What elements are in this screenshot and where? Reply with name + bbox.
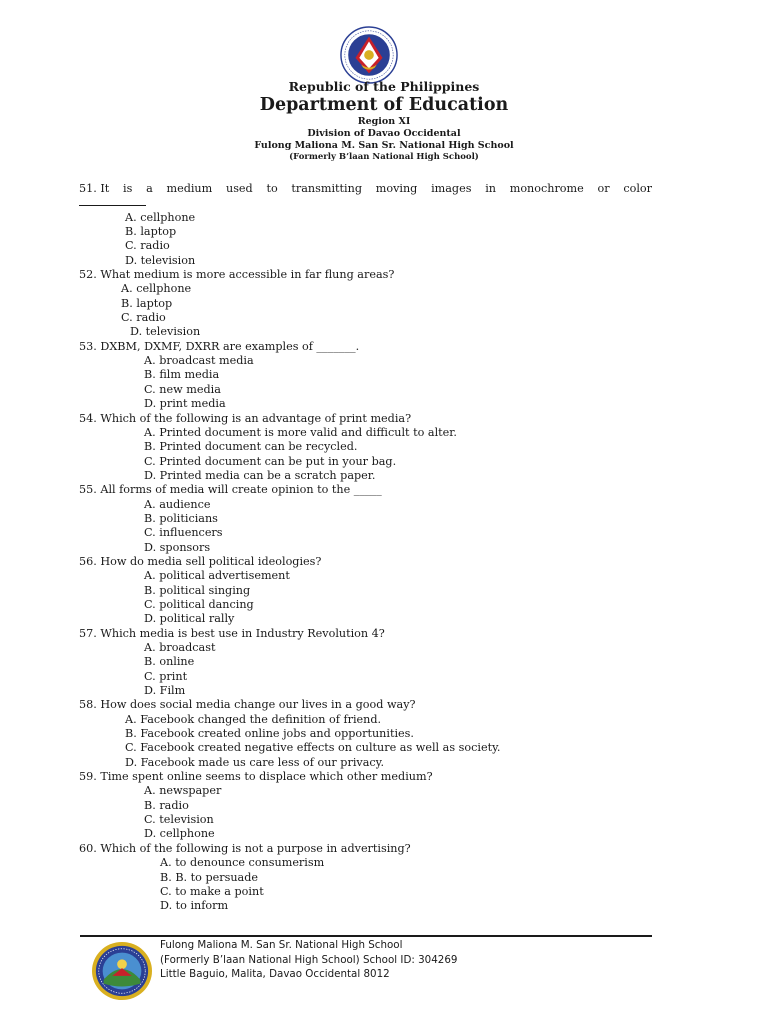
option-c: C. print xyxy=(144,669,188,683)
footer-school-id: (Formerly B’laan National High School) School ID: 304269 xyxy=(160,953,458,966)
option-a: A. audience xyxy=(144,497,211,511)
option-b: B. Printed document can be recycled. xyxy=(144,440,358,454)
option-d: D. Facebook made us care less of our privacy. xyxy=(125,755,385,769)
option-b: B. B. to persuade xyxy=(160,870,258,884)
question-number: 55. xyxy=(79,483,97,497)
option-d: D. cellphone xyxy=(144,827,215,841)
option-c: C. radio xyxy=(121,311,166,325)
option-d: D. sponsors xyxy=(144,540,211,554)
option-d: D. Printed media can be a scratch paper. xyxy=(144,468,376,482)
question-53 xyxy=(79,340,652,354)
question-51 xyxy=(79,182,652,196)
question-text: What medium is more accessible in far flung areas? xyxy=(100,268,395,282)
option-a: A. political advertisement xyxy=(144,569,290,583)
question-text: Time spent online seems to displace which other medium? xyxy=(100,770,433,784)
option-b: B. politicians xyxy=(144,511,218,525)
question-52 xyxy=(79,268,652,282)
option-a: A. broadcast media xyxy=(144,354,254,368)
option-d: D. political rally xyxy=(144,612,235,626)
option-c: C. to make a point xyxy=(160,884,264,898)
option-b: B. laptop xyxy=(125,225,177,239)
question-text: Which media is best use in Industry Revolution 4? xyxy=(100,626,385,640)
option-d: D. television xyxy=(125,253,196,267)
header-department: Department of Education xyxy=(259,95,509,115)
option-a: A. broadcast xyxy=(144,641,216,654)
question-number: 51. xyxy=(79,182,97,195)
option-a: A. Printed document is more valid and difficult to alter. xyxy=(144,425,457,439)
question-number: 60. xyxy=(79,841,97,855)
option-c: C. television xyxy=(144,813,214,827)
option-a: A. to denounce consumerism xyxy=(160,856,325,870)
option-c: C. political dancing xyxy=(144,597,254,611)
option-d: D. Film xyxy=(144,684,186,698)
option-d: D. to inform xyxy=(160,899,229,913)
option-a: A. Facebook changed the definition of friend. xyxy=(125,712,382,726)
option-b: B. Facebook created online jobs and opportunities. xyxy=(125,727,414,741)
question-57 xyxy=(79,627,652,641)
question-text: Which of the following is an advantage of print media? xyxy=(100,411,412,425)
option-c: C. influencers xyxy=(144,526,223,540)
question-text: It is a medium used to transmitting moving images in monochrome or color xyxy=(100,182,652,195)
question-54 xyxy=(79,412,652,426)
question-number: 59. xyxy=(79,770,97,784)
option-b: B. political singing xyxy=(144,583,251,597)
deped-seal-logo xyxy=(340,26,398,84)
question-55 xyxy=(79,483,652,497)
option-d: D. print media xyxy=(144,397,226,411)
question-text: All forms of media will create opinion to the _____ xyxy=(100,483,382,497)
questions-list xyxy=(79,182,652,914)
header-school: Fulong Maliona M. San Sr. National High School xyxy=(254,140,514,151)
question-number: 52. xyxy=(79,268,97,282)
footer-address xyxy=(160,938,640,982)
option-b: B. film media xyxy=(144,368,220,382)
option-a: A. cellphone xyxy=(125,210,196,224)
header-region: Region XI xyxy=(357,116,411,127)
header-republic: Republic of the Philippines xyxy=(288,79,480,94)
footer-divider xyxy=(80,935,652,937)
option-b: B. laptop xyxy=(121,296,173,310)
question-text: Which of the following is not a purpose in advertising? xyxy=(100,841,411,855)
option-c: C. Facebook created negative effects on culture as well as society. xyxy=(125,741,501,755)
question-number: 53. xyxy=(79,339,97,353)
question-number: 57. xyxy=(79,626,97,640)
question-number: 58. xyxy=(79,698,97,712)
option-c: C. Printed document can be put in your bag. xyxy=(144,454,397,468)
school-seal-logo xyxy=(91,941,153,1001)
option-a: A. newspaper xyxy=(144,784,222,798)
option-b: B. radio xyxy=(144,798,189,812)
question-59 xyxy=(79,770,652,784)
option-b: B. online xyxy=(144,655,195,669)
option-c: C. radio xyxy=(125,239,170,253)
header-formerly: (Formerly B’laan National High School) xyxy=(289,152,479,162)
question-60 xyxy=(79,842,652,856)
question-58 xyxy=(79,698,652,712)
question-56 xyxy=(79,555,652,569)
header-division: Division of Davao Occidental xyxy=(307,128,461,139)
question-text: How do media sell political ideologies? xyxy=(100,554,322,568)
question-number: 54. xyxy=(79,411,97,425)
option-c: C. new media xyxy=(144,382,221,396)
question-text: How does social media change our lives in a good way? xyxy=(100,698,416,712)
footer-school-name: Fulong Maliona M. San Sr. National High School xyxy=(160,939,403,951)
answer-blank xyxy=(79,196,652,210)
question-number: 56. xyxy=(79,554,97,568)
footer-location: Little Baguio, Malita, Davao Occidental 8012 xyxy=(160,968,390,980)
question-text: DXBM, DXMF, DXRR are examples of _______. xyxy=(100,339,360,353)
option-d: D. television xyxy=(130,325,201,339)
option-a: A. cellphone xyxy=(121,282,192,296)
